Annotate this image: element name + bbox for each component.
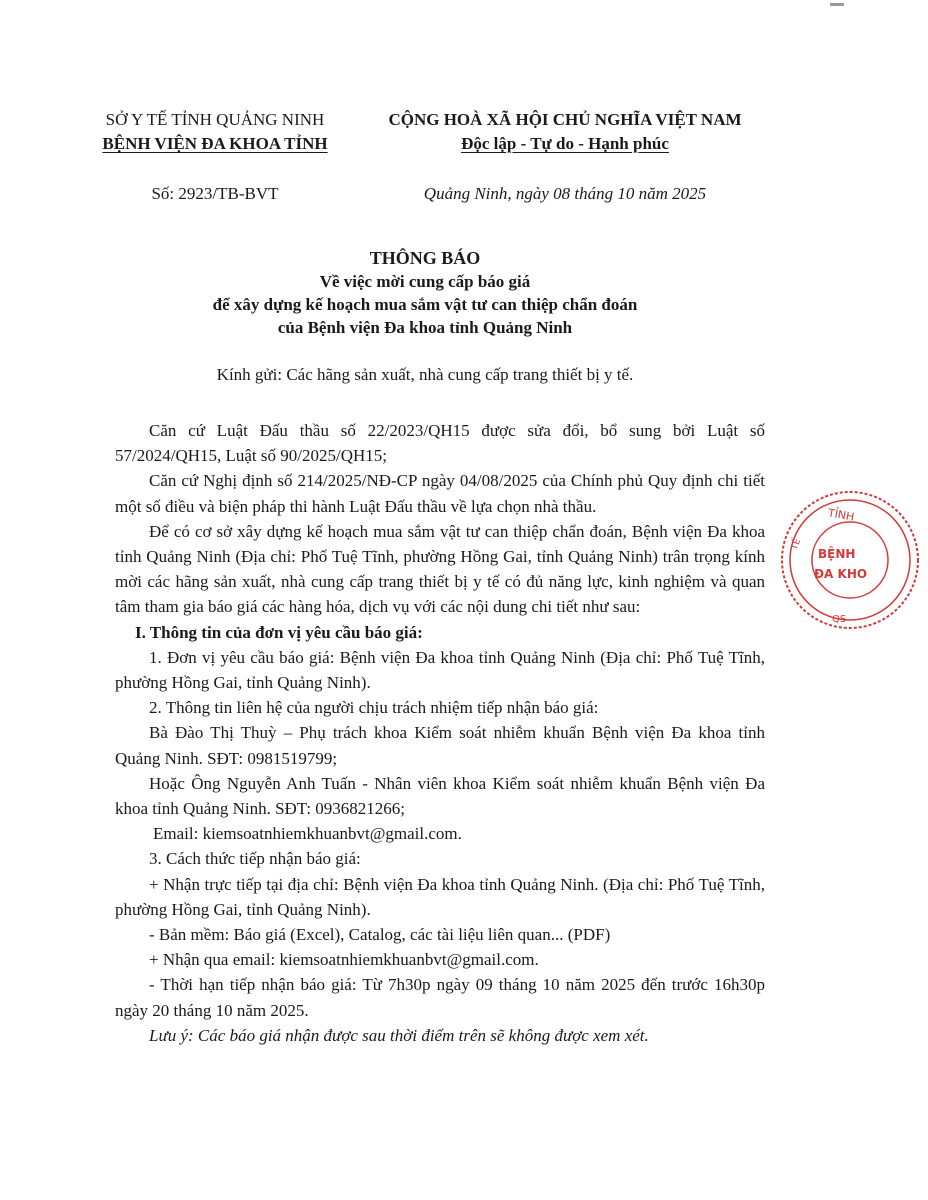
- issuing-organization: [80, 108, 350, 156]
- item-3: 3. Cách thức tiếp nhận báo giá:: [149, 849, 361, 869]
- seal-text-mid-1: BỆNH: [818, 547, 856, 561]
- national-motto: [355, 108, 775, 156]
- seal-text-top: TỈNH: [826, 506, 856, 524]
- method-2: - Bản mềm: Báo giá (Excel), Catalog, các tài liệu liên quan... (PDF): [149, 925, 611, 945]
- section-heading-1: I. Thông tin của đơn vị yêu cầu báo giá:: [135, 622, 423, 642]
- note: Lưu ý: Các báo giá nhận được sau thời điểm trên sẽ không được xem xét.: [149, 1025, 649, 1045]
- invitation-paragraph: Để có cơ sở xây dựng kế hoạch mua sắm vật tư can thiệp chẩn đoán, Bệnh viện Đa khoa tỉnh Quảng Ninh (Địa chỉ: Phố Tuệ Tĩnh, phường Hồng Gai, tỉnh Quảng Ninh) trân trọng kính mời các hãng sản xuất, nhà cung cấp trang thiết bị y tế có đủ năng lực, kinh nghiệm và quan tâm tham gia báo giá các hàng hóa, dịch vụ với các nội dung chi tiết như sau:: [115, 521, 765, 617]
- contact-email: Email: kiemsoatnhiemkhuanbvt@gmail.com.: [153, 824, 462, 844]
- place-and-date: Quảng Ninh, ngày 08 tháng 10 năm 2025: [423, 184, 707, 203]
- seal-text-bottom: QS: [832, 614, 847, 625]
- document-title: [75, 246, 775, 339]
- red-stamp-seal: [778, 488, 928, 638]
- nation-line-1: CỘNG HOÀ XÃ HỘI CHỦ NGHĨA VIỆT NAM: [388, 110, 742, 129]
- item-1: 1. Đơn vị yêu cầu báo giá: Bệnh viện Đa khoa tỉnh Quảng Ninh (Địa chỉ: Phố Tuệ Tĩnh, phường Hồng Gai, tỉnh Quảng Ninh).: [115, 647, 765, 693]
- title-main: THÔNG BÁO: [369, 248, 481, 268]
- contact-1: Bà Đào Thị Thuỳ – Phụ trách khoa Kiểm soát nhiễm khuẩn Bệnh viện Đa khoa tỉnh Quảng Ninh. SĐT: 0981519799;: [115, 723, 765, 768]
- method-3: + Nhận qua email: kiemsoatnhiemkhuanbvt@gmail.com.: [149, 950, 539, 970]
- legal-basis-2: Căn cứ Nghị định số 214/2025/NĐ-CP ngày 04/08/2025 của Chính phủ Quy định chi tiết một số điều và biện pháp thi hành Luật Đấu thầu về lựa chọn nhà thầu.: [115, 471, 765, 516]
- org-line-2: BỆNH VIỆN ĐA KHOA TỈNH: [102, 134, 328, 153]
- title-sub-3: của Bệnh viện Đa khoa tỉnh Quảng Ninh: [277, 318, 573, 337]
- legal-basis-1: Căn cứ Luật Đấu thầu số 22/2023/QH15 được sửa đổi, bổ sung bởi Luật số 57/2024/QH15, Luật số 90/2025/QH15;: [115, 421, 765, 466]
- seal-text-mid-2: ĐA KHO: [814, 567, 868, 581]
- seal-text-left: TẾ: [789, 537, 804, 552]
- contact-2: Hoặc Ông Nguyễn Anh Tuấn - Nhân viên khoa Kiểm soát nhiễm khuẩn Bệnh viện Đa khoa tỉnh Quảng Ninh. SĐT: 0936821266;: [115, 773, 765, 819]
- reference-number: Số: 2923/TB-BVT: [151, 184, 279, 203]
- recipient-greeting: Kính gửi: Các hãng sản xuất, nhà cung cấp trang thiết bị y tế.: [216, 365, 634, 384]
- nation-line-2: Độc lập - Tự do - Hạnh phúc: [461, 134, 669, 153]
- scan-corner-mark: [830, 2, 844, 8]
- org-line-1: SỞ Y TẾ TỈNH QUẢNG NINH: [105, 110, 325, 129]
- deadline: - Thời hạn tiếp nhận báo giá: Từ 7h30p ngày 09 tháng 10 năm 2025 đến trước 16h30p ngày 20 tháng 10 năm 2025.: [115, 975, 765, 1020]
- title-sub-2: để xây dựng kế hoạch mua sắm vật tư can thiệp chẩn đoán: [212, 295, 638, 314]
- title-sub-1: Về việc mời cung cấp báo giá: [319, 272, 531, 291]
- item-2: 2. Thông tin liên hệ của người chịu trách nhiệm tiếp nhận báo giá:: [149, 698, 599, 718]
- method-1: + Nhận trực tiếp tại địa chỉ: Bệnh viện Đa khoa tỉnh Quảng Ninh. (Địa chỉ: Phố Tuệ Tĩnh, phường Hồng Gai, tỉnh Quảng Ninh).: [115, 874, 765, 919]
- document-body: [115, 418, 765, 1048]
